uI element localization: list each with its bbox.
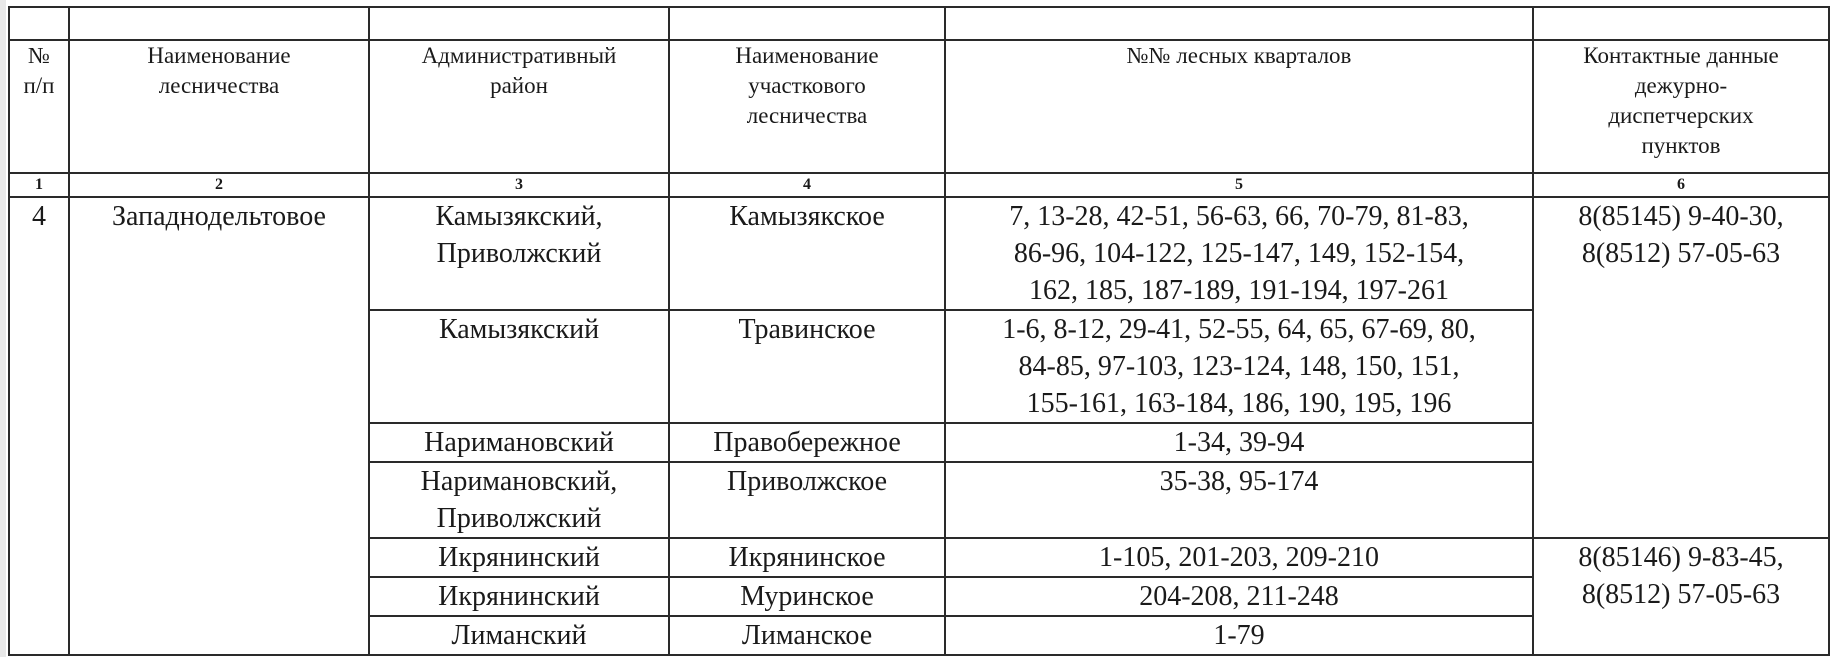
header-forestry: Наименование лесничества	[69, 40, 369, 173]
district-cell: Камызякский	[369, 310, 669, 423]
subforestry-cell: Лиманское	[669, 616, 945, 655]
header-row	[9, 40, 1829, 173]
column-number: 2	[69, 173, 369, 197]
blank-cell	[945, 7, 1533, 40]
subforestry-cell: Камызякское	[669, 197, 945, 310]
district-cell: Икрянинский	[369, 577, 669, 616]
quarters-cell: 1-79	[945, 616, 1533, 655]
column-number-row	[9, 173, 1829, 197]
subforestry-cell: Правобережное	[669, 423, 945, 462]
table-row	[9, 197, 1829, 310]
column-number: 5	[945, 173, 1533, 197]
blank-cell	[1533, 7, 1829, 40]
subforestry-cell: Травинское	[669, 310, 945, 423]
district-cell: Камызякский, Приволжский	[369, 197, 669, 310]
quarters-cell: 1-34, 39-94	[945, 423, 1533, 462]
quarters-cell: 1-105, 201-203, 209-210	[945, 538, 1533, 577]
column-number: 1	[9, 173, 69, 197]
column-number: 6	[1533, 173, 1829, 197]
district-cell: Лиманский	[369, 616, 669, 655]
forestry-table	[8, 6, 1830, 656]
blank-cell	[669, 7, 945, 40]
header-number: № п/п	[9, 40, 69, 173]
subforestry-cell: Муринское	[669, 577, 945, 616]
district-cell: Наримановский, Приволжский	[369, 462, 669, 538]
quarters-cell: 204-208, 211-248	[945, 577, 1533, 616]
contacts-cell: 8(85145) 9-40-30, 8(8512) 57-05-63	[1533, 197, 1829, 538]
header-subforestry: Наименование участкового лесничества	[669, 40, 945, 173]
quarters-cell: 1-6, 8-12, 29-41, 52-55, 64, 65, 67-69, 80, 84-85, 97-103, 123-124, 148, 150, 151, 155-161, 163-184, 186, 190, 195, 196	[945, 310, 1533, 423]
blank-cell	[369, 7, 669, 40]
blank-header-row	[9, 7, 1829, 40]
forestry-name: Западнодельтовое	[69, 197, 369, 655]
subforestry-cell: Приволжское	[669, 462, 945, 538]
quarters-cell: 35-38, 95-174	[945, 462, 1533, 538]
subforestry-cell: Икрянинское	[669, 538, 945, 577]
contacts-cell: 8(85146) 9-83-45, 8(8512) 57-05-63	[1533, 538, 1829, 655]
column-number: 3	[369, 173, 669, 197]
blank-cell	[9, 7, 69, 40]
page-edge-shadow	[0, 0, 6, 657]
header-contacts: Контактные данные дежурно- диспетчерских пунктов	[1533, 40, 1829, 173]
district-cell: Наримановский	[369, 423, 669, 462]
row-number: 4	[9, 197, 69, 655]
district-cell: Икрянинский	[369, 538, 669, 577]
column-number: 4	[669, 173, 945, 197]
header-district: Административный район	[369, 40, 669, 173]
header-quarters: №№ лесных кварталов	[945, 40, 1533, 173]
quarters-cell: 7, 13-28, 42-51, 56-63, 66, 70-79, 81-83, 86-96, 104-122, 125-147, 149, 152-154, 162, 185, 187-189, 191-194, 197-261	[945, 197, 1533, 310]
blank-cell	[69, 7, 369, 40]
